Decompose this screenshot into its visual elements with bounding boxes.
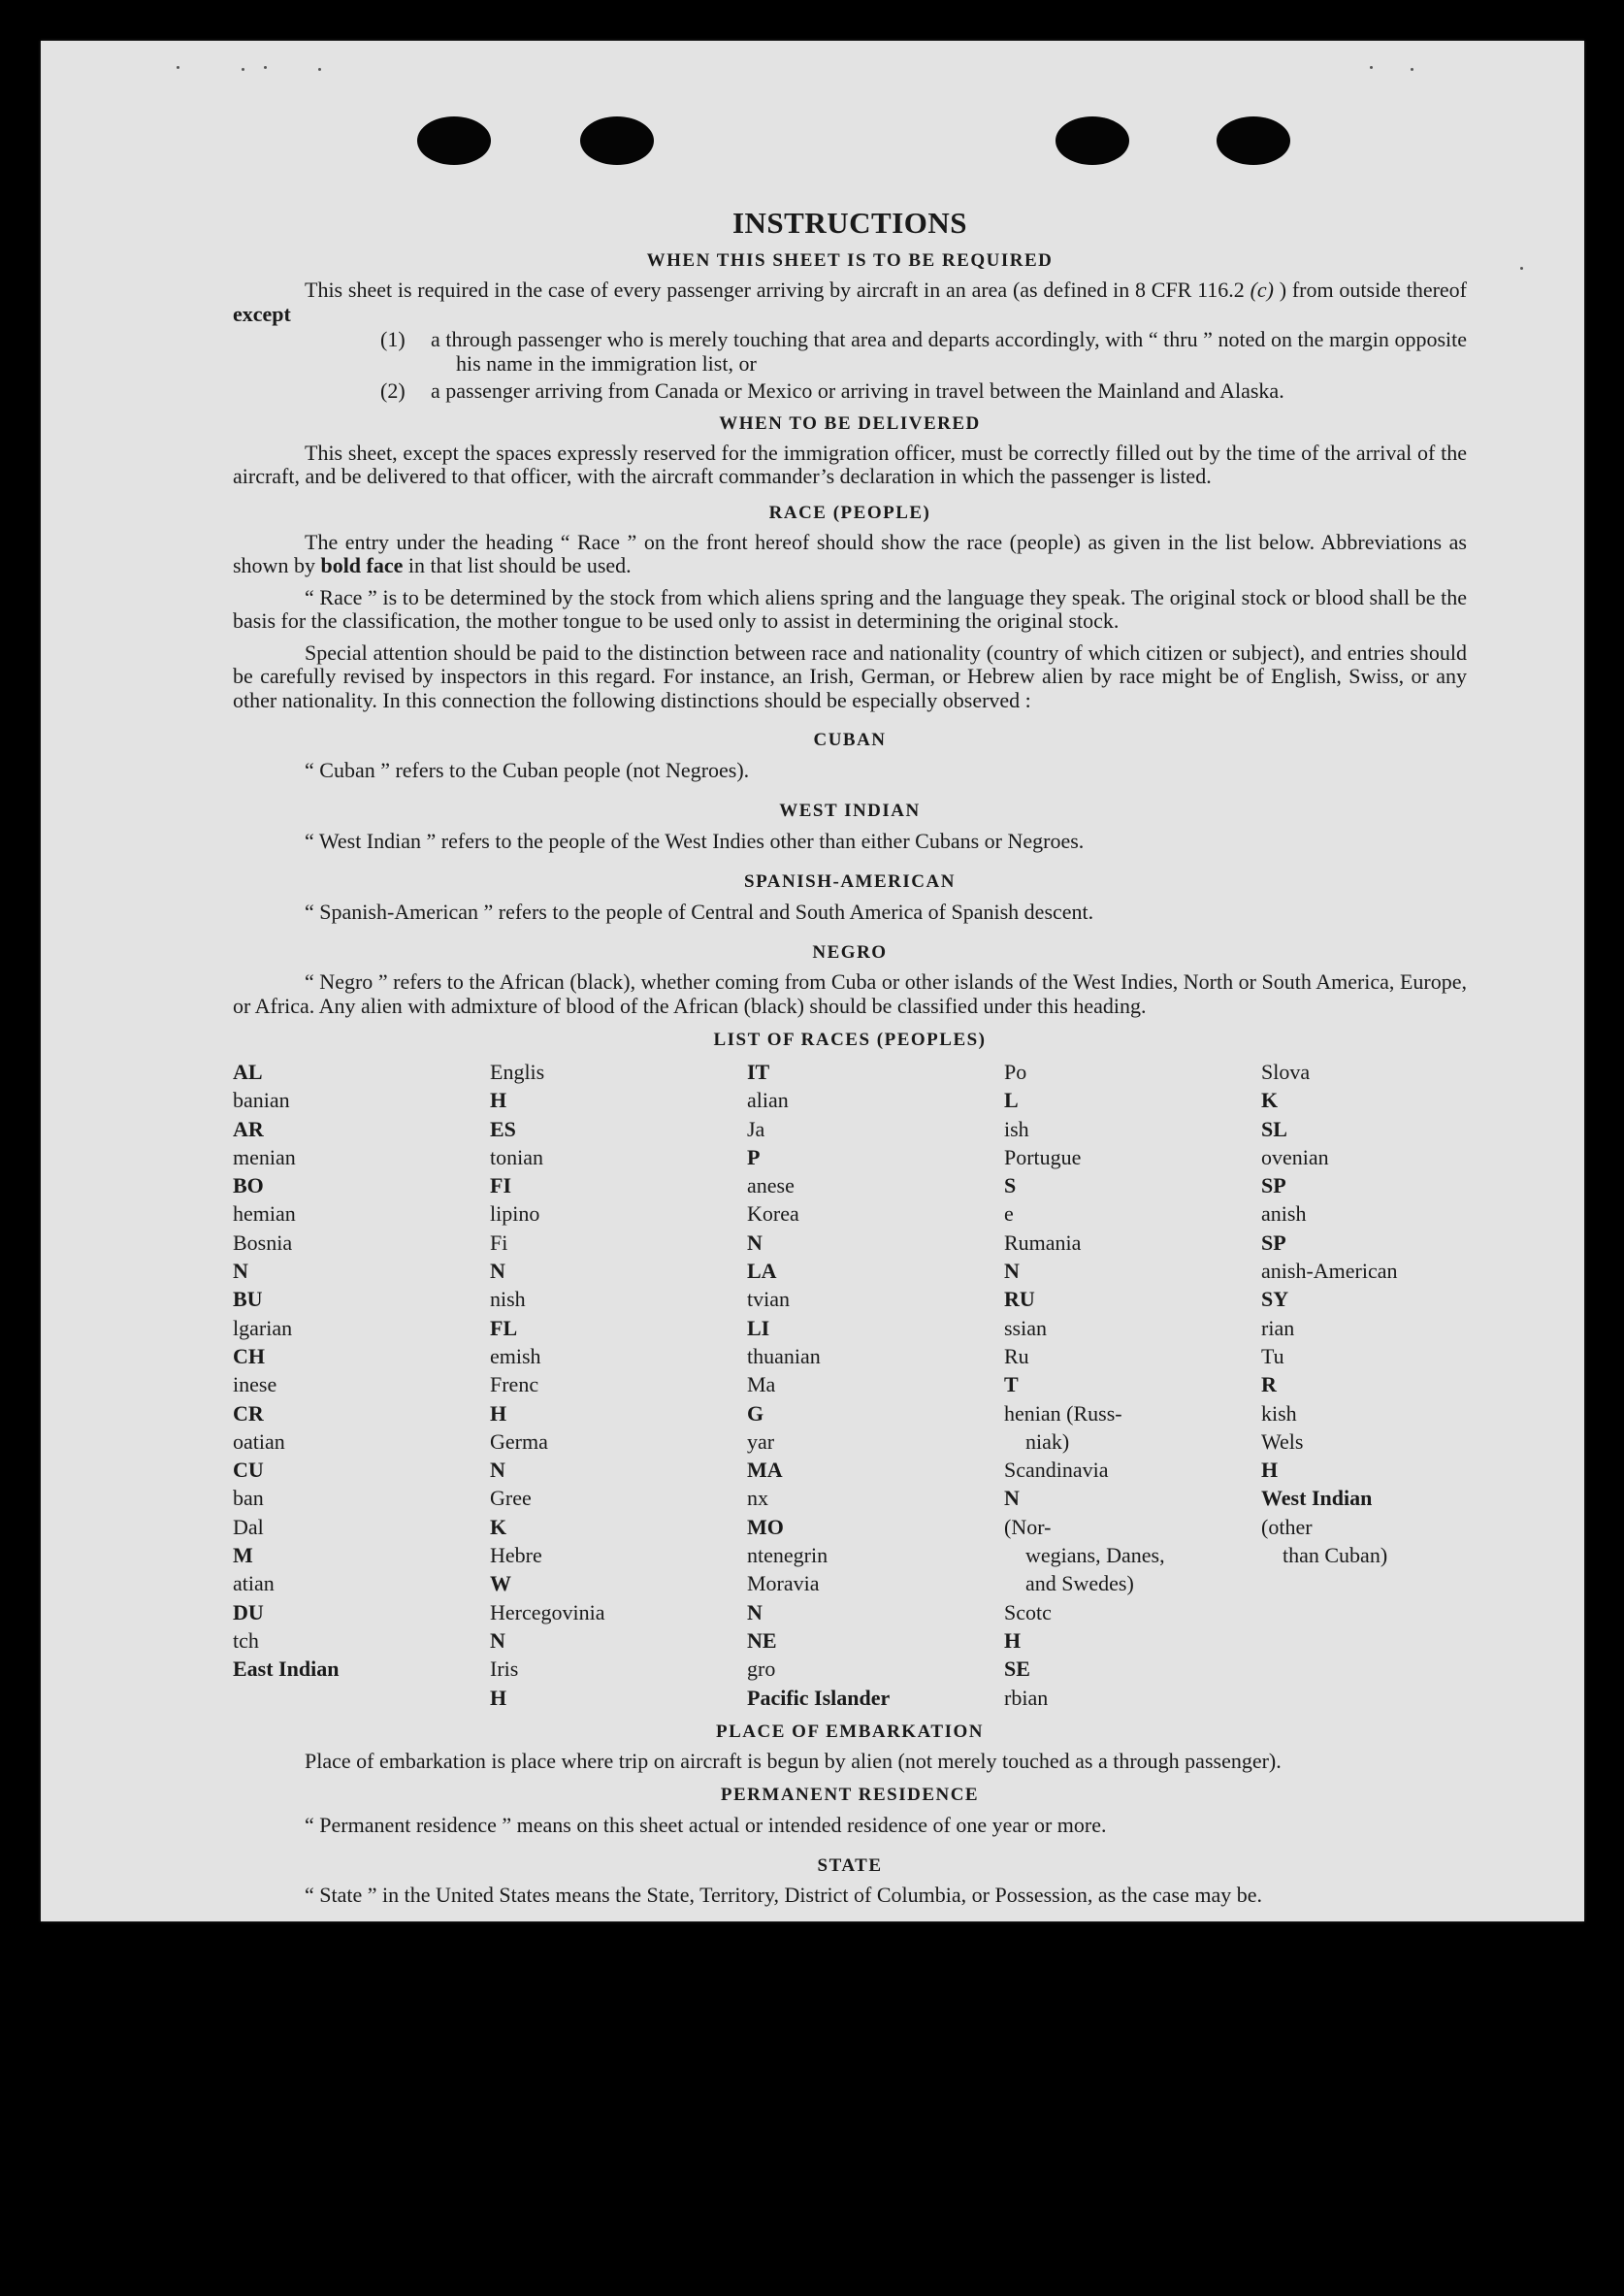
heading-race: RACE (PEOPLE)	[768, 502, 931, 523]
race-entry: and Swedes)	[1025, 1571, 1134, 1596]
race-paragraph-1: The entry under the heading “ Race ” on the front hereof should show the race (people) as given in the list below. Abbreviations as shown by bold face in that list should be used.	[233, 529, 1467, 577]
race-entry: MO ntenegrin	[747, 1514, 828, 1568]
race-entry: CR oatian	[233, 1400, 285, 1454]
race-entry: MA nx	[747, 1458, 783, 1511]
heading-list-of-races: LIST OF RACES (PEOPLES)	[713, 1030, 987, 1050]
cuban-definition: “ Cuban ” refers to the Cuban people (not Negroes).	[305, 758, 750, 782]
race-entry: Moravia N	[747, 1571, 820, 1624]
required-intro: This sheet is required in the case of every passenger arriving by aircraft in an area (as defined in 8 CFR 116.2 (c) ) from outside thereof except	[233, 278, 1468, 326]
race-entry: FL emish	[490, 1315, 541, 1368]
punch-hole	[1056, 116, 1129, 165]
race-paragraph-3: Special attention should be paid to the distinction between race and nationality (country of which citizen or subject), and entries should be carefully revised by inspectors in this regard. For instance, an Irish, German, or Hebrew alien by race might be of English, Swiss, or any other nationality. In this connection the following distinctions should be especially observed :	[233, 640, 1467, 712]
race-entry: SL ovenian	[1261, 1116, 1329, 1169]
race-entry: Slova K	[1261, 1060, 1311, 1113]
race-entry: BO hemian	[233, 1173, 296, 1227]
speck	[1411, 68, 1413, 71]
race-entry: Frenc H	[490, 1372, 539, 1426]
race-entry: Po L ish	[1004, 1060, 1029, 1141]
race-entry: Ru T henian (Russ-	[1004, 1343, 1122, 1426]
races-list	[233, 1058, 1467, 1712]
race-entry: IT alian	[747, 1060, 789, 1113]
page-title: INSTRUCTIONS	[731, 206, 967, 240]
heading-cuban: CUBAN	[813, 730, 887, 750]
heading-required: WHEN THIS SHEET IS TO BE REQUIRED	[646, 250, 1054, 271]
race-entry: Hebre W	[490, 1543, 542, 1596]
heading-west-indian: WEST INDIAN	[779, 801, 921, 821]
race-entry: Portugue S e	[1004, 1144, 1082, 1227]
document-page	[41, 41, 1584, 1921]
embarkation-text: Place of embarkation is place where trip on aircraft is begun by alien (not merely touched as a through passenger).	[305, 1748, 1282, 1773]
race-entry: Germa N	[490, 1428, 548, 1483]
race-column	[490, 1058, 747, 1712]
race-entry: SP anish-American	[1261, 1230, 1398, 1284]
race-entry: niak)	[1025, 1428, 1070, 1454]
race-entry: LI thuanian	[747, 1315, 821, 1368]
heading-spanish-american: SPANISH-AMERICAN	[744, 871, 956, 892]
race-entry: Korea N	[747, 1201, 799, 1255]
race-paragraph-2: “ Race ” is to be determined by the stock from which aliens spring and the language they speak. The original stock or blood shall be the basis for the classification, the mother tongue to be used only to assist in determining the original stock.	[233, 584, 1467, 633]
punch-hole	[1217, 116, 1290, 165]
heading-residence: PERMANENT RESIDENCE	[720, 1785, 980, 1806]
heading-embarkation: PLACE OF EMBARKATION	[716, 1721, 984, 1742]
race-entry: Ja P anese	[747, 1116, 795, 1198]
race-entry: AL banian	[233, 1060, 290, 1113]
race-entry: Englis H	[490, 1060, 545, 1113]
speck	[177, 66, 179, 69]
heading-delivered: WHEN TO BE DELIVERED	[719, 412, 981, 434]
race-entry: Gree K	[490, 1486, 532, 1539]
race-entry: Bosnia N	[233, 1230, 293, 1284]
negro-definition: “ Negro ” refers to the African (black), whether coming from Cuba or other islands of the West Indies, North or South America, Europe, or Africa. Any alien with admixture of blood of the African (black) should be classified under this heading.	[233, 969, 1467, 1018]
race-entry: than Cuban)	[1283, 1543, 1388, 1568]
race-entry: Wels H	[1261, 1428, 1304, 1483]
race-entry: Ma G yar	[747, 1372, 776, 1454]
race-entry: Fi N nish	[490, 1230, 526, 1312]
race-entry: SE rbian	[1004, 1656, 1049, 1710]
race-column	[1261, 1058, 1467, 1712]
race-entry: Pacific Islander	[747, 1685, 891, 1710]
exception-item: (1) a through passenger who is merely touching that area and departs accordingly, with “ thru ” noted on the margin opposite his name in the immigration list, or	[380, 327, 1467, 376]
race-entry: East Indian	[233, 1656, 340, 1682]
race-entry: Tu R kish	[1261, 1343, 1297, 1426]
race-entry: Rumania N	[1004, 1230, 1082, 1284]
race-entry: Dal M atian	[233, 1514, 275, 1596]
race-entry: West Indian (other	[1261, 1486, 1373, 1539]
race-entry: Scandinavia N (Nor-	[1004, 1458, 1109, 1539]
speck	[1370, 66, 1373, 69]
race-column	[1004, 1058, 1261, 1712]
residence-definition: “ Permanent residence ” means on this sheet actual or intended residence of one year or more.	[305, 1813, 1107, 1838]
heading-state: STATE	[817, 1855, 883, 1877]
spanish-american-definition: “ Spanish-American ” refers to the people of Central and South America of Spanish descent.	[305, 900, 1094, 924]
race-column	[233, 1058, 490, 1712]
punch-hole	[417, 116, 491, 165]
speck	[242, 68, 244, 71]
race-entry: SP anish	[1261, 1173, 1307, 1227]
race-entry: CH inese	[233, 1343, 277, 1397]
exception-item: (2) a passenger arriving from Canada or Mexico or arriving in travel between the Mainland and Alaska.	[380, 378, 1284, 403]
race-entry: NE gro	[747, 1627, 777, 1682]
delivered-text: This sheet, except the spaces expressly reserved for the immigration officer, must be correctly filled out by the time of the arrival of the aircraft, and be delivered to that officer, with the aircraft commander’s declaration in which the passenger is listed.	[233, 440, 1467, 488]
speck	[264, 66, 267, 69]
race-entry: BU lgarian	[233, 1287, 293, 1340]
instructions-content	[233, 206, 1467, 1908]
race-entry: DU tch	[233, 1599, 264, 1653]
west-indian-definition: “ West Indian ” refers to the people of the West Indies other than either Cubans or Negroes.	[305, 829, 1085, 853]
race-entry: LA tvian	[747, 1259, 790, 1312]
race-entry: AR menian	[233, 1116, 296, 1169]
race-entry: Iris H	[490, 1656, 519, 1710]
speck	[318, 68, 321, 71]
state-definition: “ State ” in the United States means the State, Territory, District of Columbia, or Possession, as the case may be.	[305, 1883, 1263, 1908]
race-column	[747, 1058, 1004, 1712]
punch-hole	[580, 116, 654, 165]
race-entry: FI lipino	[490, 1173, 540, 1227]
race-entry: wegians, Danes,	[1025, 1543, 1165, 1568]
speck	[1520, 267, 1523, 270]
race-entry: SY rian	[1261, 1287, 1295, 1340]
race-entry: Scotc H	[1004, 1599, 1052, 1653]
race-entry: ES tonian	[490, 1116, 543, 1169]
race-entry: CU ban	[233, 1458, 264, 1511]
heading-negro: NEGRO	[812, 942, 888, 963]
race-entry: Hercegovinia N	[490, 1599, 605, 1653]
race-entry: RU ssian	[1004, 1287, 1047, 1340]
